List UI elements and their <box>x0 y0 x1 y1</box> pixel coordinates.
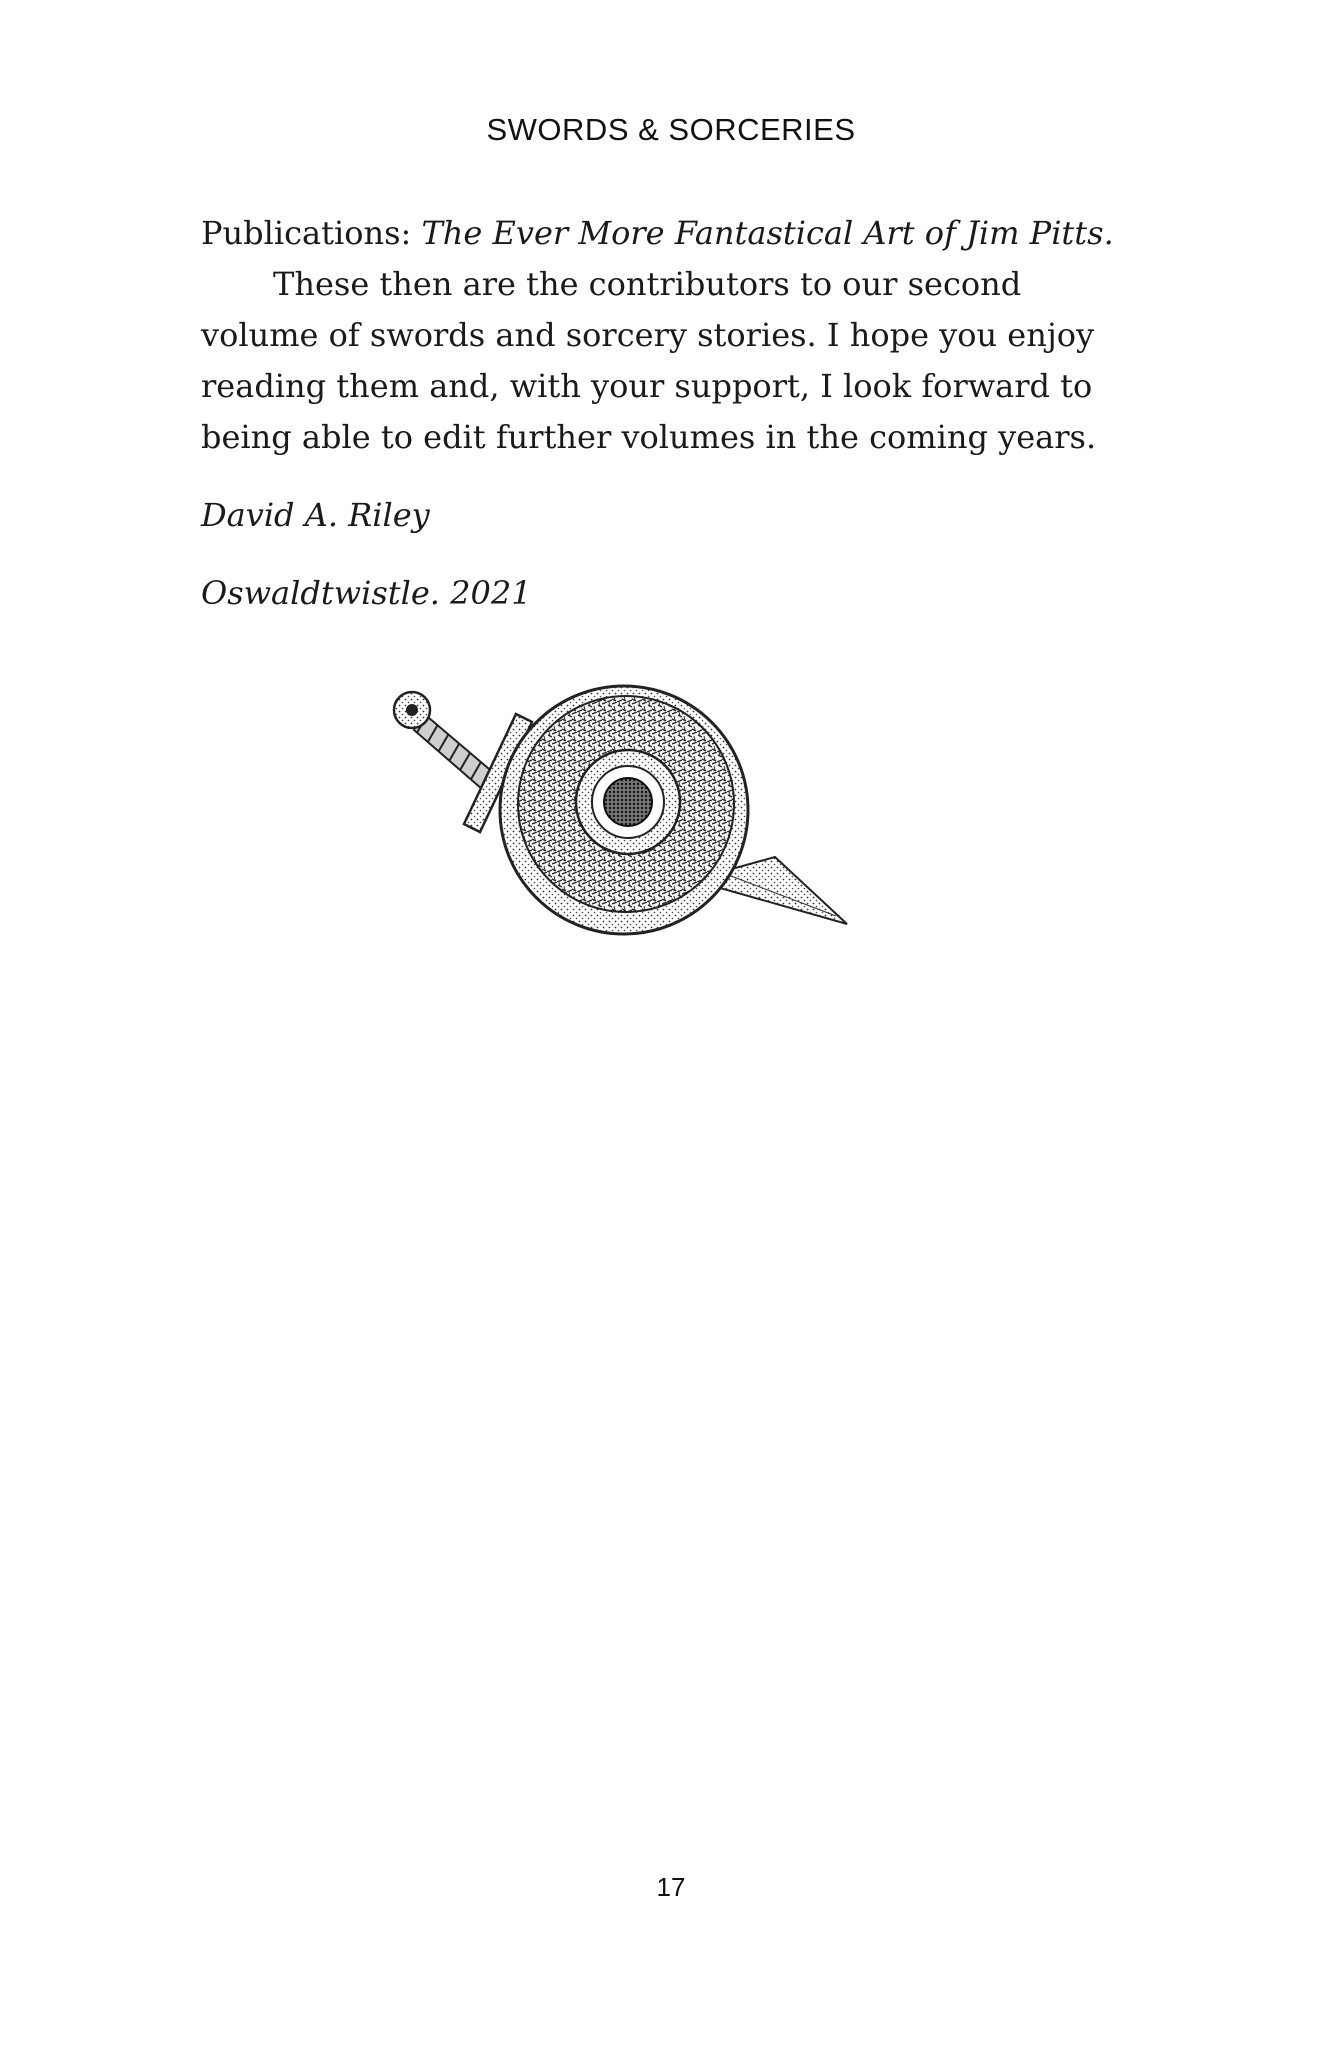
shield-icon <box>500 686 748 934</box>
publication-title: The Ever More Fantastical Art of Jim Pitts. <box>421 214 1114 252</box>
author-signature: David A. Riley <box>201 496 430 534</box>
publications-line <box>201 208 1143 259</box>
place-date: Oswaldtwistle. 2021 <box>201 574 532 612</box>
page-number: 17 <box>656 1872 686 1902</box>
body-text <box>201 208 1143 463</box>
closing-paragraph: These then are the contributors to our second volume of swords and sorcery stories. I hope you enjoy reading them and, with your support, I look forward to being able to edit further volumes in the coming years. <box>201 265 1097 456</box>
publications-label: Publications: <box>201 214 422 252</box>
running-header: SWORDS & SORCERIES <box>486 112 856 147</box>
sword-and-shield-illustration <box>392 662 982 942</box>
